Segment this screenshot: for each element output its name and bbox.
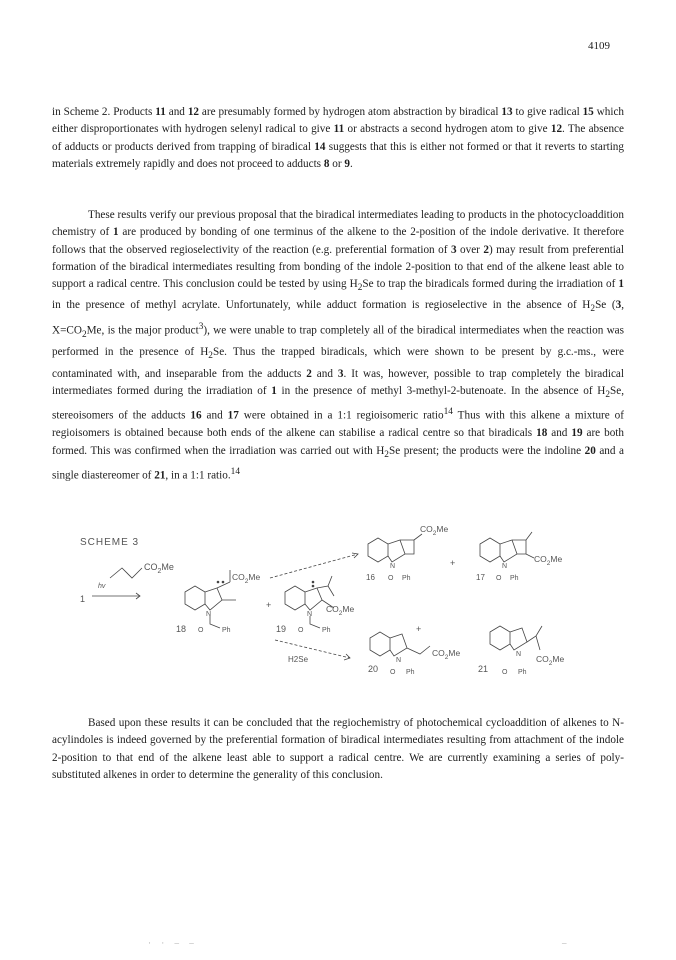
svg-text:N: N [206,611,212,618]
svg-text:+: + [450,558,456,568]
svg-text:Ph: Ph [518,669,527,676]
paragraph-1: in Scheme 2. Products 11 and 12 are presumably formed by hydrogen atom abstraction by biradical 13 to give radical 15 which either disproportionates with hydrogen selenyl radical to give 11 or abstracts a second hydrogen atom to give 12. The absence of adducts or products derived from trapping of biradical 14 suggests that this is either not formed or that it reverts to starting materials extremely rapidly and does not proceed to adducts 8 or 9. [52,106,625,170]
label-17: 17 [476,573,485,582]
svg-text:CO2Me: $CO_2Me$ [144,562,174,575]
scan-artifact: · · – – [148,938,198,948]
scheme-3-diagram [70,520,610,690]
paragraph-2: These results verify our previous proposal that the biradical intermediates leading to products in the photocycloaddition chemistry of 1 are produced by bonding of one terminus of the alkene to the 2-position of the indole derivative. It therefore follows that the observed regioselectivity of the reaction (e.g. preferential formation of 3 over 2) may result from preferential formation of the biradical intermediates resulting from bonding of the indole 2-position to that end of the alkene least able to support a radical centre. This conclusion could be tested by using $H_2Se$ to trap the biradicals formed during the irradiation of 1 in the presence of methyl acrylate. Unfortunately, while adduct formation is regioselective in the absence of $H_2Se$ (3, $X=CO_2Me$, is the major product$^3$), we were unable to trap completely all of the biradical intermediates when the reaction was performed in the presence of $H_2Se$. Thus the trapped biradicals, which were shown to be present by g.c.-ms., were contaminated with, and inseparable from the adducts 2 and 3. It was, however, possible to trap completely the biradical intermediates formed during the irradiation of 1 in the presence of methyl 3-methyl-2-butenoate. In the absence of $H_2Se$, stereoisomers of the adducts 16 and 17 were obtained in a 1:1 regioisomeric ratio$^{14}$ Thus with this alkene a mixture of regioisomers is obtained because both ends of the alkene can stabilise a radical centre so that biradicals 18 and 19 are both formed. This was confirmed when the irradiation was carried out with $H_2Se$ present; the products were the indoline 20 and a single diastereomer of 21, in a 1:1 ratio.$^{14}$ [52,209,625,482]
biradical-19-structure [285,576,354,634]
svg-text:CO2Me: $CO_2Me$ [534,554,563,567]
svg-text:O: O [298,627,304,634]
svg-text:Ph: Ph [406,669,415,676]
svg-text:+: + [266,600,272,610]
svg-text:O: O [390,669,396,676]
svg-text:+: + [416,624,422,634]
scheme-title: SCHEME 3 [80,537,140,548]
svg-text:N: N [390,563,396,570]
reactant-label: 1 [80,594,86,604]
adduct-17-structure [480,532,562,582]
svg-text:Ph: Ph [510,575,519,582]
svg-text:O: O [502,669,508,676]
svg-text:CO2Me: $CO_2Me$ [432,648,461,661]
dashed-arrow-lower [275,640,350,658]
svg-text:O: O [388,575,394,582]
indoline-21-structure [490,626,564,676]
svg-text:CO2Me: $CO_2Me$ [232,572,261,585]
svg-text:CO2Me: $CO_2Me$ [420,524,449,537]
page-number: 4109 [588,40,610,52]
dashed-arrow-upper [270,554,358,578]
svg-text:O: O [198,627,204,634]
adduct-16-structure [368,524,448,582]
svg-text:Ph: Ph [402,575,411,582]
svg-text:CO2Me: $CO_2Me$ [326,604,355,617]
label-19: 19 [276,624,287,634]
label-21: 21 [478,664,489,674]
label-18: 18 [176,624,187,634]
paragraph-3: Based upon these results it can be concluded that the regiochemistry of photochemical cycloaddition of alkenes to N-acylindoles is indeed governed by the preferential formation of biradical intermediates resulting from attachment of the indole 2-position to that end of the alkene least able to support a radical centre. We are currently examining a series of poly-substituted alkenes in order to determine the generality of this conclusion. [52,717,624,781]
svg-text:O: O [496,575,502,582]
svg-text:N: N [502,563,508,570]
svg-text:CO2Me: $CO_2Me$ [536,654,565,667]
svg-text:Ph: Ph [222,627,231,634]
biradical-18-structure [185,570,260,634]
alkene-structure [110,562,174,578]
h2se-label: H2Se [288,655,309,664]
svg-text:N: N [307,611,313,618]
label-20: 20 [368,664,379,674]
svg-text:Ph: Ph [322,627,331,634]
svg-text:N: N [396,657,402,664]
hv-label: hv [98,583,106,590]
label-16: 16 [366,573,375,582]
svg-text:N: N [516,651,522,658]
scan-artifact-right: – [562,938,567,948]
indoline-20-structure [370,632,460,676]
